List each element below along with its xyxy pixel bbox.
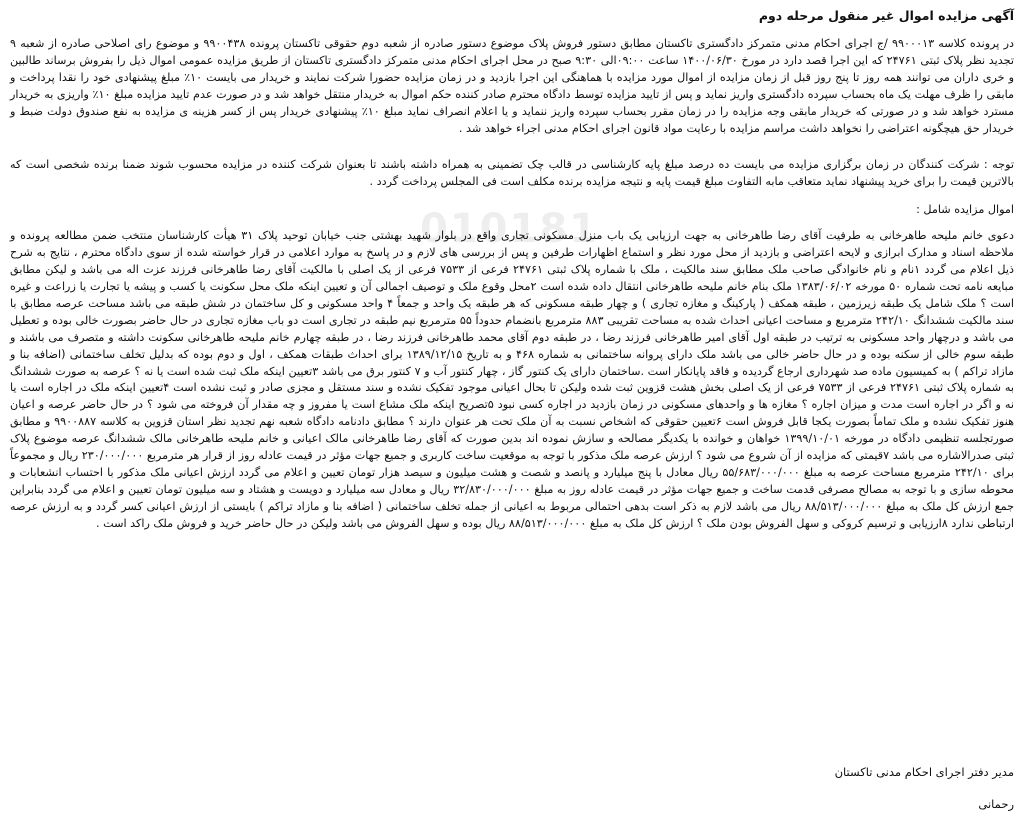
intro-paragraph: در پرونده کلاسه ۹۹۰۰۰۱۳ /ج اجرای احکام مدنی متمرکز دادگستری تاکستان مطابق دستور فروش پلاک موضوع دستور صادره از شعبه دوم حقوقی تاکستان پرونده ۹۹۰۰۴۳۸ و موضوع رای اصلاحی صادره از شعبه ۹ تجدید نظر پلاک ثبتی ۲۴۷۶۱ که این اجرا قصد دارد در مورخ ۱۴۰۰/۰۶/۳۰ ساعت ۰۹:۰۰الی ۹:۳۰ صبح در محل اجرای احکام مدنی متمرکز دادگستری تاکستان از طریق مزایده عمومی اموال ذیل را بفروش برساند طالبین و خری داران می توانند همه روز تا پنج روز قبل از زمان مزایده از اموال مورد مزایده با هماهنگی این اجرا بازدید و در زمان مزایده حضورا شرکت نمایند و خریدار می بایست ۱۰٪ مبلغ پیشنهادی خود را نقدا پرداخت و مابقی را ظرف مهلت یک ماه بحساب سپرده دادگستری واریز نماید و پس از تایید مزایده توسط دادگاه محترم صادر کننده حکم اموال به خریدار منتقل خواهد شد و در صورت عدم تایید مزایده مبلغ ۱۰٪ واریزی به خریدار مسترد خواهد شد و در صورتی که خریدار مابقی وجه مزایده را در زمان مقرر بحساب سپرده واریز ننماید و یا اعلام انصراف نماید مبلغ ۱۰٪ پیشنهادی خریدار پس از کسر هزینه ی مزایده به نفع صندوق دولت ضبط و خریدار حق هیچگونه اعتراضی را نخواهد داشت مراسم مزایده با رعایت مواد قانون اجرای احکام مدنی اجراء خواهد شد .	[10, 37, 1015, 135]
signature-office: مدیر دفتر اجرای احکام مدنی تاکستان	[834, 765, 1014, 779]
note-paragraph: توجه : شرکت کنندگان در زمان برگزاری مزایده می بایست ده درصد مبلغ پایه کارشناسی در قالب چک تضمینی به همراه داشته باشند تا بعنوان شرکت کننده در مزایده محسوب شوند ضمنا برنده شخصی است که بالاترین قیمت را برای خرید پیشنهاد نماید متعاقب مابه التفاوت مبلغ قیمت پایه و نتیجه مزایده برنده مکلف است فی المجلس پرداخت گردد .	[10, 158, 1014, 189]
assets-paragraph: دعوی خانم ملیحه طاهرخانی به طرفیت آقای رضا طاهرخانی به جهت ارزیابی یک باب منزل مسکونی تجاری واقع در بلوار شهید بهشتی جنب خیابان توحید پلاک ۳۱ هیأت کارشناسان منتخب ضمن مطالعه پرونده و ملاحظه اسناد و مدارک ابرازی و لایحه اعتراضی و بازدید از محل مورد نظر و استماع اظهارات طرفین و پس از بررسی های لازم و در پاسخ به موارد اعلامی در قرار خواسته شده از سوی دادگاه محترم ، نتایج به شرح ذیل اعلام می گردد ۱نام و نام خانوادگی صاحب ملک مطابق سند مالکیت ، ملک با شماره پلاک ثبتی ۲۴۷۶۱ فرعی از ۷۵۳۳ فرعی از یک اصلی با مالکیت آقای رضا طاهرخانی فرزند عزت اله می باشد و لیکن مطابق مبایعه نامه تحت شماره ۵۰ مورخه ۱۳۸۳/۰۶/۰۲ ملک بنام خانم ملیحه طاهرخانی انتقال داده شده است ۲محل وقوع ملک و توصیف اجمالی آن و تعیین اینکه ملک محل سکونت یا کسب و پیشه یا تجارت یا زراعت و غیره است ؟ ملک شامل یک طبقه زیرزمین ، طبقه همکف ( پارکینگ و مغازه تجاری ) و چهار طبقه مسکونی که هر طبقه یک واحد و جمعاً ۴ واحد مسکونی و کل ساختمان در شش طبقه می باشد مساحت عرصه مطابق با سند مالکیت ششدانگ ۲۴۲/۱۰ مترمربع و مساحت اعیانی احداث شده به مساحت تقریبی ۸۸۳ مترمربع بانضمام حدوداً ۵۵ مترمربع نیم طبقه در تجاری است دو باب مغازه تجاری در حال حاضر بصورت خالی بوده و تعطیل می باشد و درچهار واحد مسکونی به ترتیب در طبقه اول آقای امیر طاهرخانی فرزند رضا ، در طبقه دوم آقای محمد طاهرخانی فرزند رضا ، در طبقه چهارم خانم ملیحه طاهرخانی سکونت داشته و متصرف می باشند و طبقه سوم خالی از سکنه بوده و در حال حاضر خالی می باشد ملک دارای پروانه ساختمانی به شماره ۴۶۸ و به تاریخ ۱۳۸۹/۱۲/۱۵ برای احداث طبقات همکف ، اول و دوم بوده که بدلیل تخلف ساختمانی (اضافه بنا و مازاد تراکم ) به کمیسیون ماده صد شهرداری ارجاع گردیده و فاقد پایانکار است .ساختمان دارای یک کنتور گاز ، چهار کنتور آب و ۷ کنتور برق می باشد ۳تعیین اینکه ملک ثبت شده است یا نه ؟ عرصه به صورت ششدانگ به شماره پلاک ثبتی ۲۴۷۶۱ فرعی از ۷۵۳۳ فرعی از یک اصلی بخش هشت قزوین ثبت شده ولیکن تا بحال اعیانی موجود تفکیک نشده و سند مستقل و مجزی صادر و ثبت نشده است ۴تعیین اینکه ملک در اجاره است یا نه و اگر در اجاره است مدت و میزان اجاره ؟ مغازه ها و واحدهای مسکونی در زمان بازدید در اجاره کسی نبود ۵تصریح اینکه ملک مشاع است یا مفروز و چه مقدار آن فروخته می شود ؟ در حال حاضر عرصه و اعیان هنوز تفکیک نشده و ملک تماماً بصورت یکجا قابل فروش است ۶تعیین حقوقی که اشخاص نسبت به آن ملک تحت هر عنوان دارند ؟ مطابق دادنامه دادگاه شعبه نهم تجدید نظر استان قزوین به کلاسه ۹۹۰۰۸۸۷ و مطابق صورتجلسه تنظیمی دادگاه در مورخه ۱۳۹۹/۱۰/۰۱ خواهان و خوانده با یکدیگر مصالحه و سازش نموده اند بدین صورت که آقای رضا طاهرخانی مالک اعیانی و خانم ملیحه طاهرخانی مالک ششدانگ عرصه موضوع پلاک ثبتی صدرالاشاره می باشد ۷قیمتی که مزایده از آن شروع می شود ؟ ارزش عرصه ملک مذکور با توجه به موقعیت ساخت کاربری و جمیع جهات مؤثر در قیمت عادله روز از قرار هر مترمربع ۲۳۰/۰۰۰/۰۰۰ ریال و مجموعاً برای ۲۴۲/۱۰ مترمربع مساحت عرصه به مبلغ ۵۵/۶۸۳/۰۰۰/۰۰۰ ریال معادل با پنج میلیارد و پانصد و شصت و هشت میلیون و سیصد هزار تومان تعیین و اعلام می گردد ارزش اعیانی ملک مذکور با احتساب انشعابات و محوطه سازی و با توجه به مصالح مصرفی قدمت ساخت و جمیع جهات مؤثر در قیمت عادله روز به مبلغ ۳۲/۸۳۰/۰۰۰/۰۰۰ ریال و معادل سه میلیارد و دویست و هشتاد و سه میلیون تومان تعیین و اعلام می گردد بنابراین جمع ارزش کل ملک به مبلغ ۸۸/۵۱۳/۰۰۰/۰۰۰ ریال می باشد لازم به ذکر است بدهی احتمالی مربوط به اعیانی از جمله تخلف ساختمانی ( اضافه بنا و مازاد تراکم ) بایستی از ارزش اعیانی کسر گردد و به ارزش عرصه ارتباطی ندارد ۸ارزیابی و ترسیم کروکی و سهل الفروش بودن ملک ؟ ارزش کل ملک به مبلغ ۸۸/۵۱۳/۰۰۰/۰۰۰ ریال بوده و سهل الفروش می باشد ولیکن در حال حاضر خرید و فروش ملک راکد است .	[10, 229, 1015, 530]
document-content	[10, 0, 1014, 533]
signature-name: رحمانی	[978, 797, 1014, 811]
page-title: آگهی مزایده اموال غیر منقول مرحله دوم	[758, 8, 1014, 23]
watermark: 010181	[420, 206, 599, 252]
assets-heading: اموال مزایده شامل :	[916, 203, 1014, 217]
signature-block	[835, 763, 1014, 813]
